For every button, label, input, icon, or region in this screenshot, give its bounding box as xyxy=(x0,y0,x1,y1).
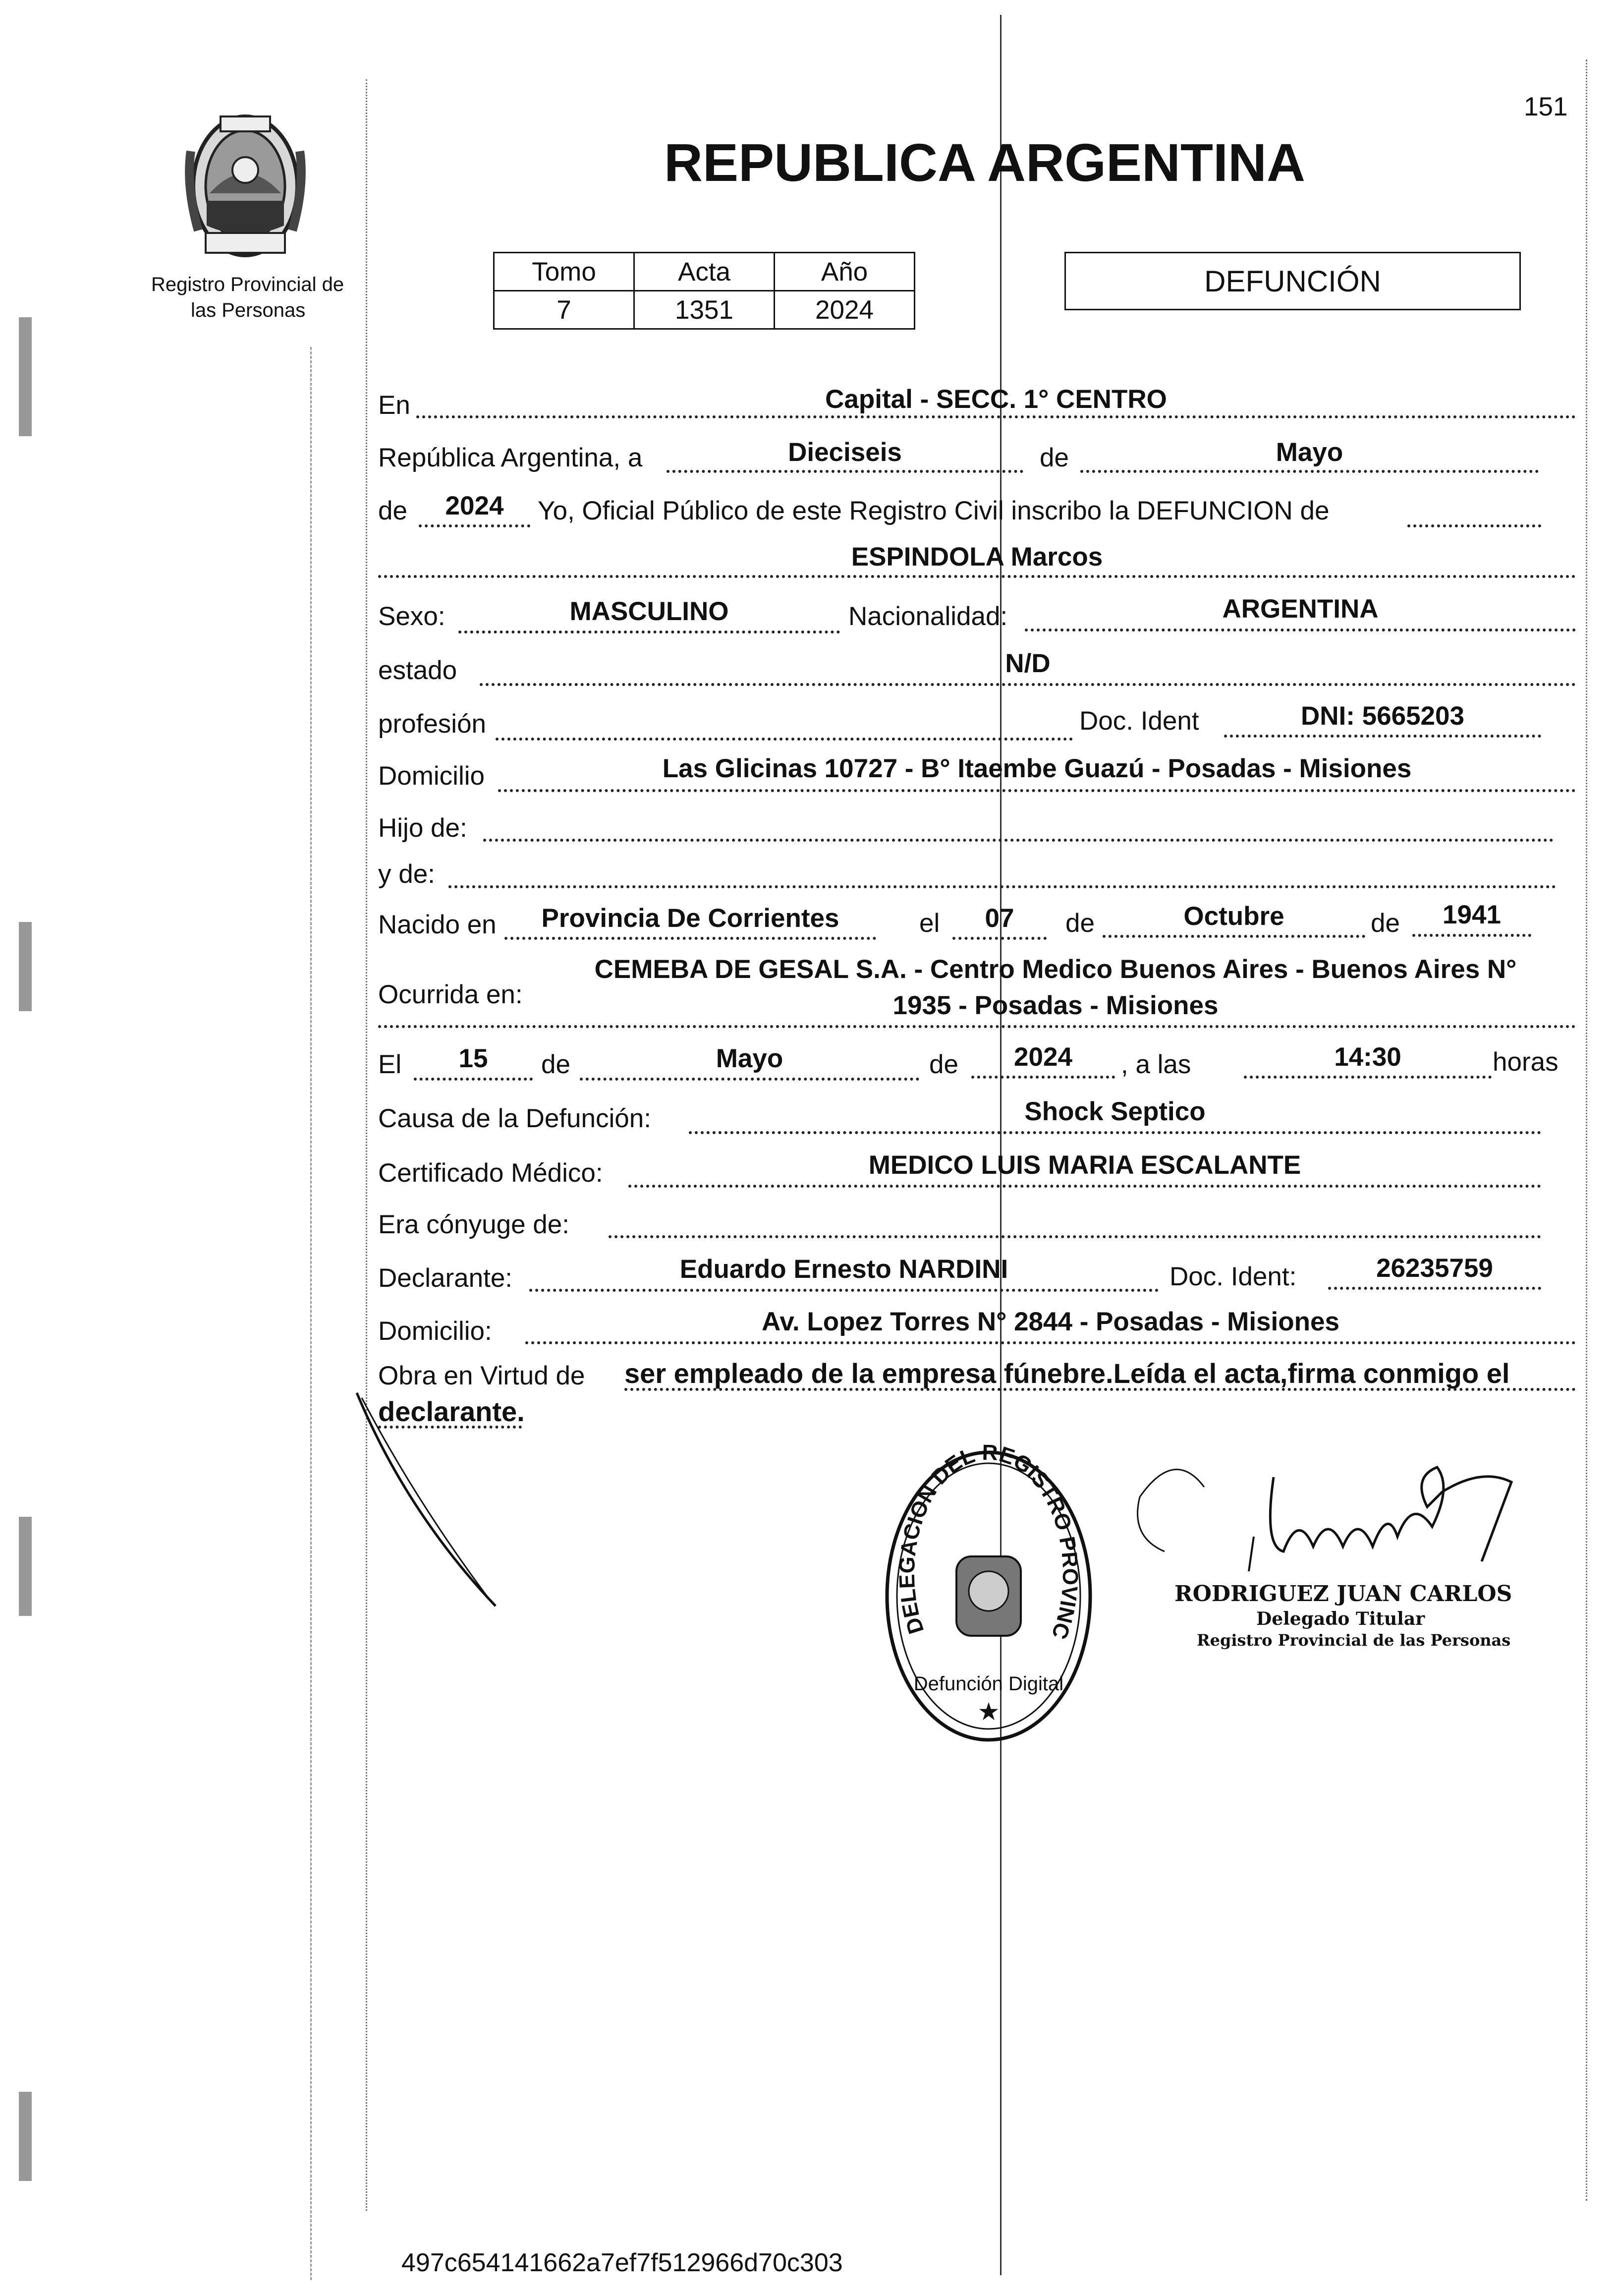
nacionalidad-label: Nacionalidad: xyxy=(848,602,1008,631)
causa-value: Shock Septico xyxy=(1024,1097,1206,1126)
declarante-domicilio-value: Av. Lopez Torres N° 2844 - Posadas - Misiones xyxy=(762,1307,1339,1336)
inscribo-text: Yo, Oficial Público de este Registro Civil inscribo la DEFUNCION de xyxy=(538,496,1330,525)
signer-name: RODRIGUEZ JUAN CARLOS xyxy=(1174,1581,1512,1607)
y-de-label: y de: xyxy=(378,860,435,889)
right-border-line xyxy=(1586,59,1587,2201)
scan-mark xyxy=(19,1517,32,1616)
declarante-label: Declarante: xyxy=(378,1263,513,1293)
org-name-line1: Registro Provincial de xyxy=(151,274,344,295)
death-place-line1: CEMEBA DE GESAL S.A. - Centro Medico Buenos Aires - Buenos Aires N° xyxy=(594,955,1517,984)
de-label: de xyxy=(929,1050,958,1079)
dotted-line xyxy=(416,415,1576,418)
dotted-line xyxy=(458,631,840,633)
dotted-line xyxy=(483,839,1554,842)
declarante-value: Eduardo Ernesto NARDINI xyxy=(679,1255,1008,1284)
de-label: de xyxy=(1040,443,1069,472)
doc-type-box: DEFUNCIÓN xyxy=(1064,252,1521,310)
anio-header: Año xyxy=(775,253,915,291)
el-label: el xyxy=(919,909,940,938)
dotted-line xyxy=(496,738,1073,741)
place-value: Capital - SECC. 1° CENTRO xyxy=(825,385,1167,414)
tomo-header: Tomo xyxy=(494,253,634,291)
tomo-value: 7 xyxy=(494,291,634,329)
anio-value: 2024 xyxy=(775,291,915,329)
doc-ident-label: Doc. Ident xyxy=(1079,706,1199,736)
sexo-label: Sexo: xyxy=(378,602,446,631)
obra-value-line1: ser empleado de la empresa fúnebre.Leída el acta,firma conmigo el xyxy=(624,1358,1510,1389)
seal-inner-text: Defunción Digital xyxy=(913,1673,1064,1695)
death-place-line2: 1935 - Posadas - Misiones xyxy=(892,991,1219,1020)
dotted-line xyxy=(1407,524,1541,527)
dotted-line xyxy=(1025,629,1576,631)
dotted-line xyxy=(498,789,1576,792)
dotted-line xyxy=(667,470,1023,473)
fold-line xyxy=(310,347,312,2280)
sexo-value: MASCULINO xyxy=(569,597,729,626)
birth-month-value: Octubre xyxy=(1183,902,1284,931)
obra-value-line2: declarante. xyxy=(378,1396,525,1427)
dotted-line xyxy=(689,1131,1541,1134)
certificado-label: Certificado Médico: xyxy=(378,1158,603,1188)
hijo-de-label: Hijo de: xyxy=(378,813,467,843)
dotted-line xyxy=(952,937,1047,940)
death-time-value: 14:30 xyxy=(1334,1042,1401,1072)
birth-day-value: 07 xyxy=(985,904,1014,933)
republica-label: República Argentina, a xyxy=(378,443,643,472)
dotted-line xyxy=(419,524,530,527)
causa-label: Causa de la Defunción: xyxy=(378,1104,651,1133)
acta-value: 1351 xyxy=(634,291,775,329)
de-label: de xyxy=(1065,909,1095,938)
acta-header: Acta xyxy=(634,253,775,291)
seal-outer-text: DELEGACION DEL REGISTRO PROVINC xyxy=(894,1442,1083,1643)
dotted-line xyxy=(609,1235,1541,1238)
year-value: 2024 xyxy=(445,491,504,520)
en-label: En xyxy=(378,391,410,420)
scan-mark xyxy=(19,922,32,1011)
dotted-line xyxy=(378,575,1576,578)
death-year-value: 2024 xyxy=(1014,1042,1072,1072)
signature-block xyxy=(1135,1437,1531,1650)
signer-org: Registro Provincial de las Personas xyxy=(1197,1631,1511,1650)
dotted-line xyxy=(378,1025,1576,1028)
domicilio-label: Domicilio: xyxy=(378,1317,492,1346)
domicilio-value: Las Glicinas 10727 - B° Itaembe Guazú - Posadas - Misiones xyxy=(662,754,1412,783)
birth-year-value: 1941 xyxy=(1443,900,1501,929)
page-number: 151 xyxy=(1524,92,1568,121)
el-label: El xyxy=(378,1050,402,1079)
estado-label: estado xyxy=(378,656,457,685)
dotted-line xyxy=(448,885,1556,888)
document-hash: 497c654141662a7ef7f512966d70c303 xyxy=(401,2248,843,2277)
dotted-line xyxy=(1224,735,1541,738)
dotted-line xyxy=(525,1341,1576,1344)
birthplace-value: Provincia De Corrientes xyxy=(541,904,839,933)
obra-label: Obra en Virtud de xyxy=(378,1361,585,1390)
dotted-line xyxy=(1328,1287,1541,1290)
day-value: Dieciseis xyxy=(788,438,902,467)
dotted-line xyxy=(480,683,1576,686)
dotted-line xyxy=(628,1185,1541,1188)
nacionalidad-value: ARGENTINA xyxy=(1222,594,1379,624)
center-crease-line xyxy=(1000,15,1002,2275)
doc-ident-value: DNI: 5665203 xyxy=(1301,701,1464,731)
org-name-line2: las Personas xyxy=(191,299,306,321)
dotted-line xyxy=(580,1078,919,1081)
signer-title: Delegado Titular xyxy=(1256,1608,1425,1629)
dotted-line xyxy=(1080,470,1539,473)
seal-star-icon: ★ xyxy=(977,1697,1000,1726)
nacido-en-label: Nacido en xyxy=(378,910,497,939)
profesion-label: profesión xyxy=(378,709,487,739)
month-value: Mayo xyxy=(1276,438,1343,467)
de-label: de xyxy=(378,496,407,525)
scan-mark xyxy=(19,2092,32,2181)
dotted-line xyxy=(1412,934,1531,937)
left-border-line xyxy=(366,79,367,2211)
estado-value: N/D xyxy=(1005,649,1051,678)
dotted-line xyxy=(529,1289,1159,1292)
horas-label: horas xyxy=(1493,1047,1559,1077)
de-label: de xyxy=(541,1050,570,1079)
misiones-emblem-icon xyxy=(171,107,320,265)
closing-strike-line xyxy=(347,1383,505,1616)
registry-table xyxy=(493,252,915,330)
doc-ident-label: Doc. Ident: xyxy=(1169,1262,1297,1291)
deceased-name: ESPINDOLA Marcos xyxy=(851,542,1103,572)
a-las-label: , a las xyxy=(1121,1050,1191,1079)
dotted-line xyxy=(504,937,876,940)
ocurrida-label: Ocurrida en: xyxy=(378,980,523,1009)
conyuge-label: Era cónyuge de: xyxy=(378,1210,569,1239)
dotted-line xyxy=(1244,1076,1492,1079)
dotted-line xyxy=(414,1078,533,1081)
dotted-line xyxy=(1103,935,1365,938)
declarante-doc-value: 26235759 xyxy=(1376,1254,1493,1283)
certificado-value: MEDICO LUIS MARIA ESCALANTE xyxy=(868,1150,1301,1180)
scan-mark xyxy=(19,317,32,436)
document-title: REPUBLICA ARGENTINA xyxy=(664,132,1305,192)
official-seal xyxy=(877,1442,1100,1750)
dotted-line xyxy=(624,1388,1576,1391)
death-month-value: Mayo xyxy=(716,1044,783,1073)
death-day-value: 15 xyxy=(458,1044,488,1073)
dotted-line xyxy=(971,1076,1115,1079)
de-label: de xyxy=(1371,909,1400,938)
domicilio-label: Domicilio xyxy=(378,761,485,791)
